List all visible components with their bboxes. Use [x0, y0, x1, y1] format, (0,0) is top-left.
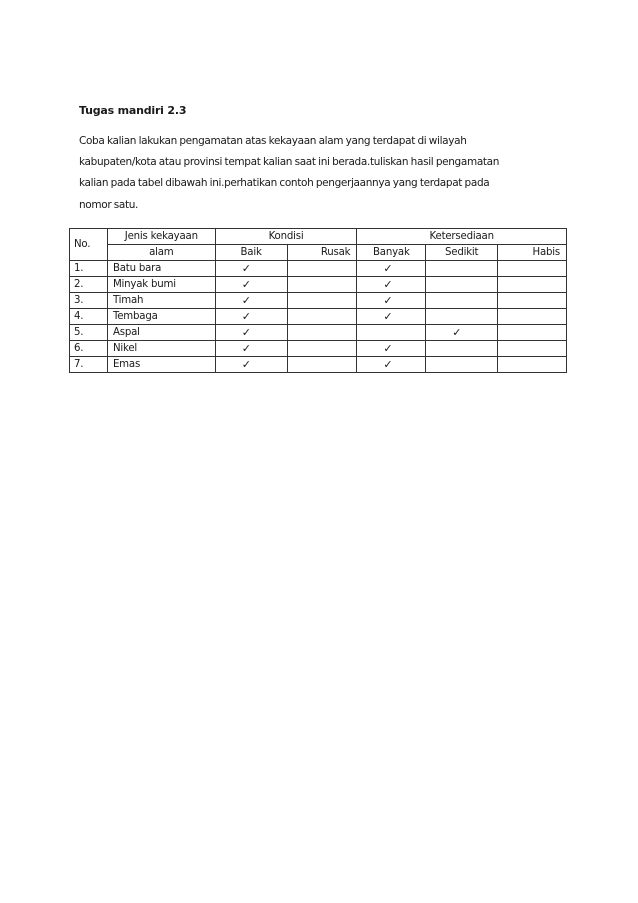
table-subheader-row	[70, 245, 567, 261]
header-jenis-line2: alam	[107, 245, 215, 261]
row-number: 7.	[70, 357, 108, 373]
cell-habis	[498, 357, 567, 373]
paragraph-line: kabupaten/kota atau provinsi tempat kalian saat ini berada.tuliskan hasil pengamatan	[79, 156, 500, 169]
cell-rusak	[287, 309, 357, 325]
resource-name: Timah	[107, 293, 215, 309]
table-row	[70, 293, 567, 309]
cell-sedikit	[426, 277, 498, 293]
header-habis: Habis	[498, 245, 567, 261]
cell-habis	[498, 277, 567, 293]
observation-table	[69, 228, 567, 373]
cell-banyak	[357, 277, 426, 293]
resource-name: Tembaga	[107, 309, 215, 325]
paragraph-line: kalian pada tabel dibawah ini.perhatikan contoh pengerjaannya yang terdapat pada	[79, 177, 490, 190]
cell-banyak	[357, 261, 426, 277]
cell-habis	[498, 261, 567, 277]
table-row	[70, 277, 567, 293]
paragraph-line: nomor satu.	[79, 198, 139, 211]
header-rusak: Rusak	[287, 245, 357, 261]
cell-rusak	[287, 341, 357, 357]
header-baik: Baik	[215, 245, 287, 261]
check-icon: ✓	[383, 357, 393, 371]
table-body	[70, 261, 567, 373]
check-icon: ✓	[383, 261, 393, 275]
table-header-row	[70, 229, 567, 245]
cell-rusak	[287, 261, 357, 277]
table-row	[70, 309, 567, 325]
cell-banyak	[357, 309, 426, 325]
cell-banyak	[357, 341, 426, 357]
check-icon: ✓	[383, 293, 393, 307]
cell-baik	[215, 261, 287, 277]
check-icon: ✓	[452, 325, 462, 339]
check-icon: ✓	[383, 277, 393, 291]
resource-name: Batu bara	[107, 261, 215, 277]
row-number: 3.	[70, 293, 108, 309]
task-heading: Tugas mandiri 2.3	[79, 104, 187, 117]
cell-rusak	[287, 277, 357, 293]
cell-banyak	[357, 357, 426, 373]
cell-baik	[215, 293, 287, 309]
instruction-paragraph	[79, 131, 559, 216]
check-icon: ✓	[241, 277, 251, 291]
table-row	[70, 261, 567, 277]
resource-name: Emas	[107, 357, 215, 373]
check-icon: ✓	[383, 309, 393, 323]
cell-banyak	[357, 325, 426, 341]
header-no: No.	[70, 229, 108, 261]
check-icon: ✓	[383, 341, 393, 355]
cell-baik	[215, 341, 287, 357]
header-jenis-line1: Jenis kekayaan	[107, 229, 215, 245]
paragraph-line: Coba kalian lakukan pengamatan atas kekayaan alam yang terdapat di wilayah	[79, 135, 467, 147]
check-icon: ✓	[241, 325, 251, 339]
table-row	[70, 341, 567, 357]
cell-baik	[215, 325, 287, 341]
header-ketersediaan: Ketersediaan	[357, 229, 567, 245]
row-number: 1.	[70, 261, 108, 277]
row-number: 5.	[70, 325, 108, 341]
check-icon: ✓	[241, 293, 251, 307]
cell-rusak	[287, 293, 357, 309]
table-row	[70, 357, 567, 373]
cell-sedikit	[426, 357, 498, 373]
cell-habis	[498, 341, 567, 357]
cell-rusak	[287, 325, 357, 341]
resource-name: Nikel	[107, 341, 215, 357]
cell-sedikit	[426, 341, 498, 357]
cell-sedikit	[426, 309, 498, 325]
cell-baik	[215, 357, 287, 373]
cell-habis	[498, 325, 567, 341]
check-icon: ✓	[241, 357, 251, 371]
check-icon: ✓	[241, 341, 251, 355]
cell-banyak	[357, 293, 426, 309]
cell-rusak	[287, 357, 357, 373]
cell-baik	[215, 277, 287, 293]
check-icon: ✓	[241, 261, 251, 275]
cell-habis	[498, 309, 567, 325]
header-sedikit: Sedikit	[426, 245, 498, 261]
check-icon: ✓	[241, 309, 251, 323]
resource-name: Minyak bumi	[107, 277, 215, 293]
table-row	[70, 325, 567, 341]
cell-baik	[215, 309, 287, 325]
row-number: 6.	[70, 341, 108, 357]
cell-sedikit	[426, 325, 498, 341]
resource-name: Aspal	[107, 325, 215, 341]
header-banyak: Banyak	[357, 245, 426, 261]
cell-sedikit	[426, 261, 498, 277]
row-number: 4.	[70, 309, 108, 325]
cell-habis	[498, 293, 567, 309]
cell-sedikit	[426, 293, 498, 309]
row-number: 2.	[70, 277, 108, 293]
header-kondisi: Kondisi	[215, 229, 357, 245]
